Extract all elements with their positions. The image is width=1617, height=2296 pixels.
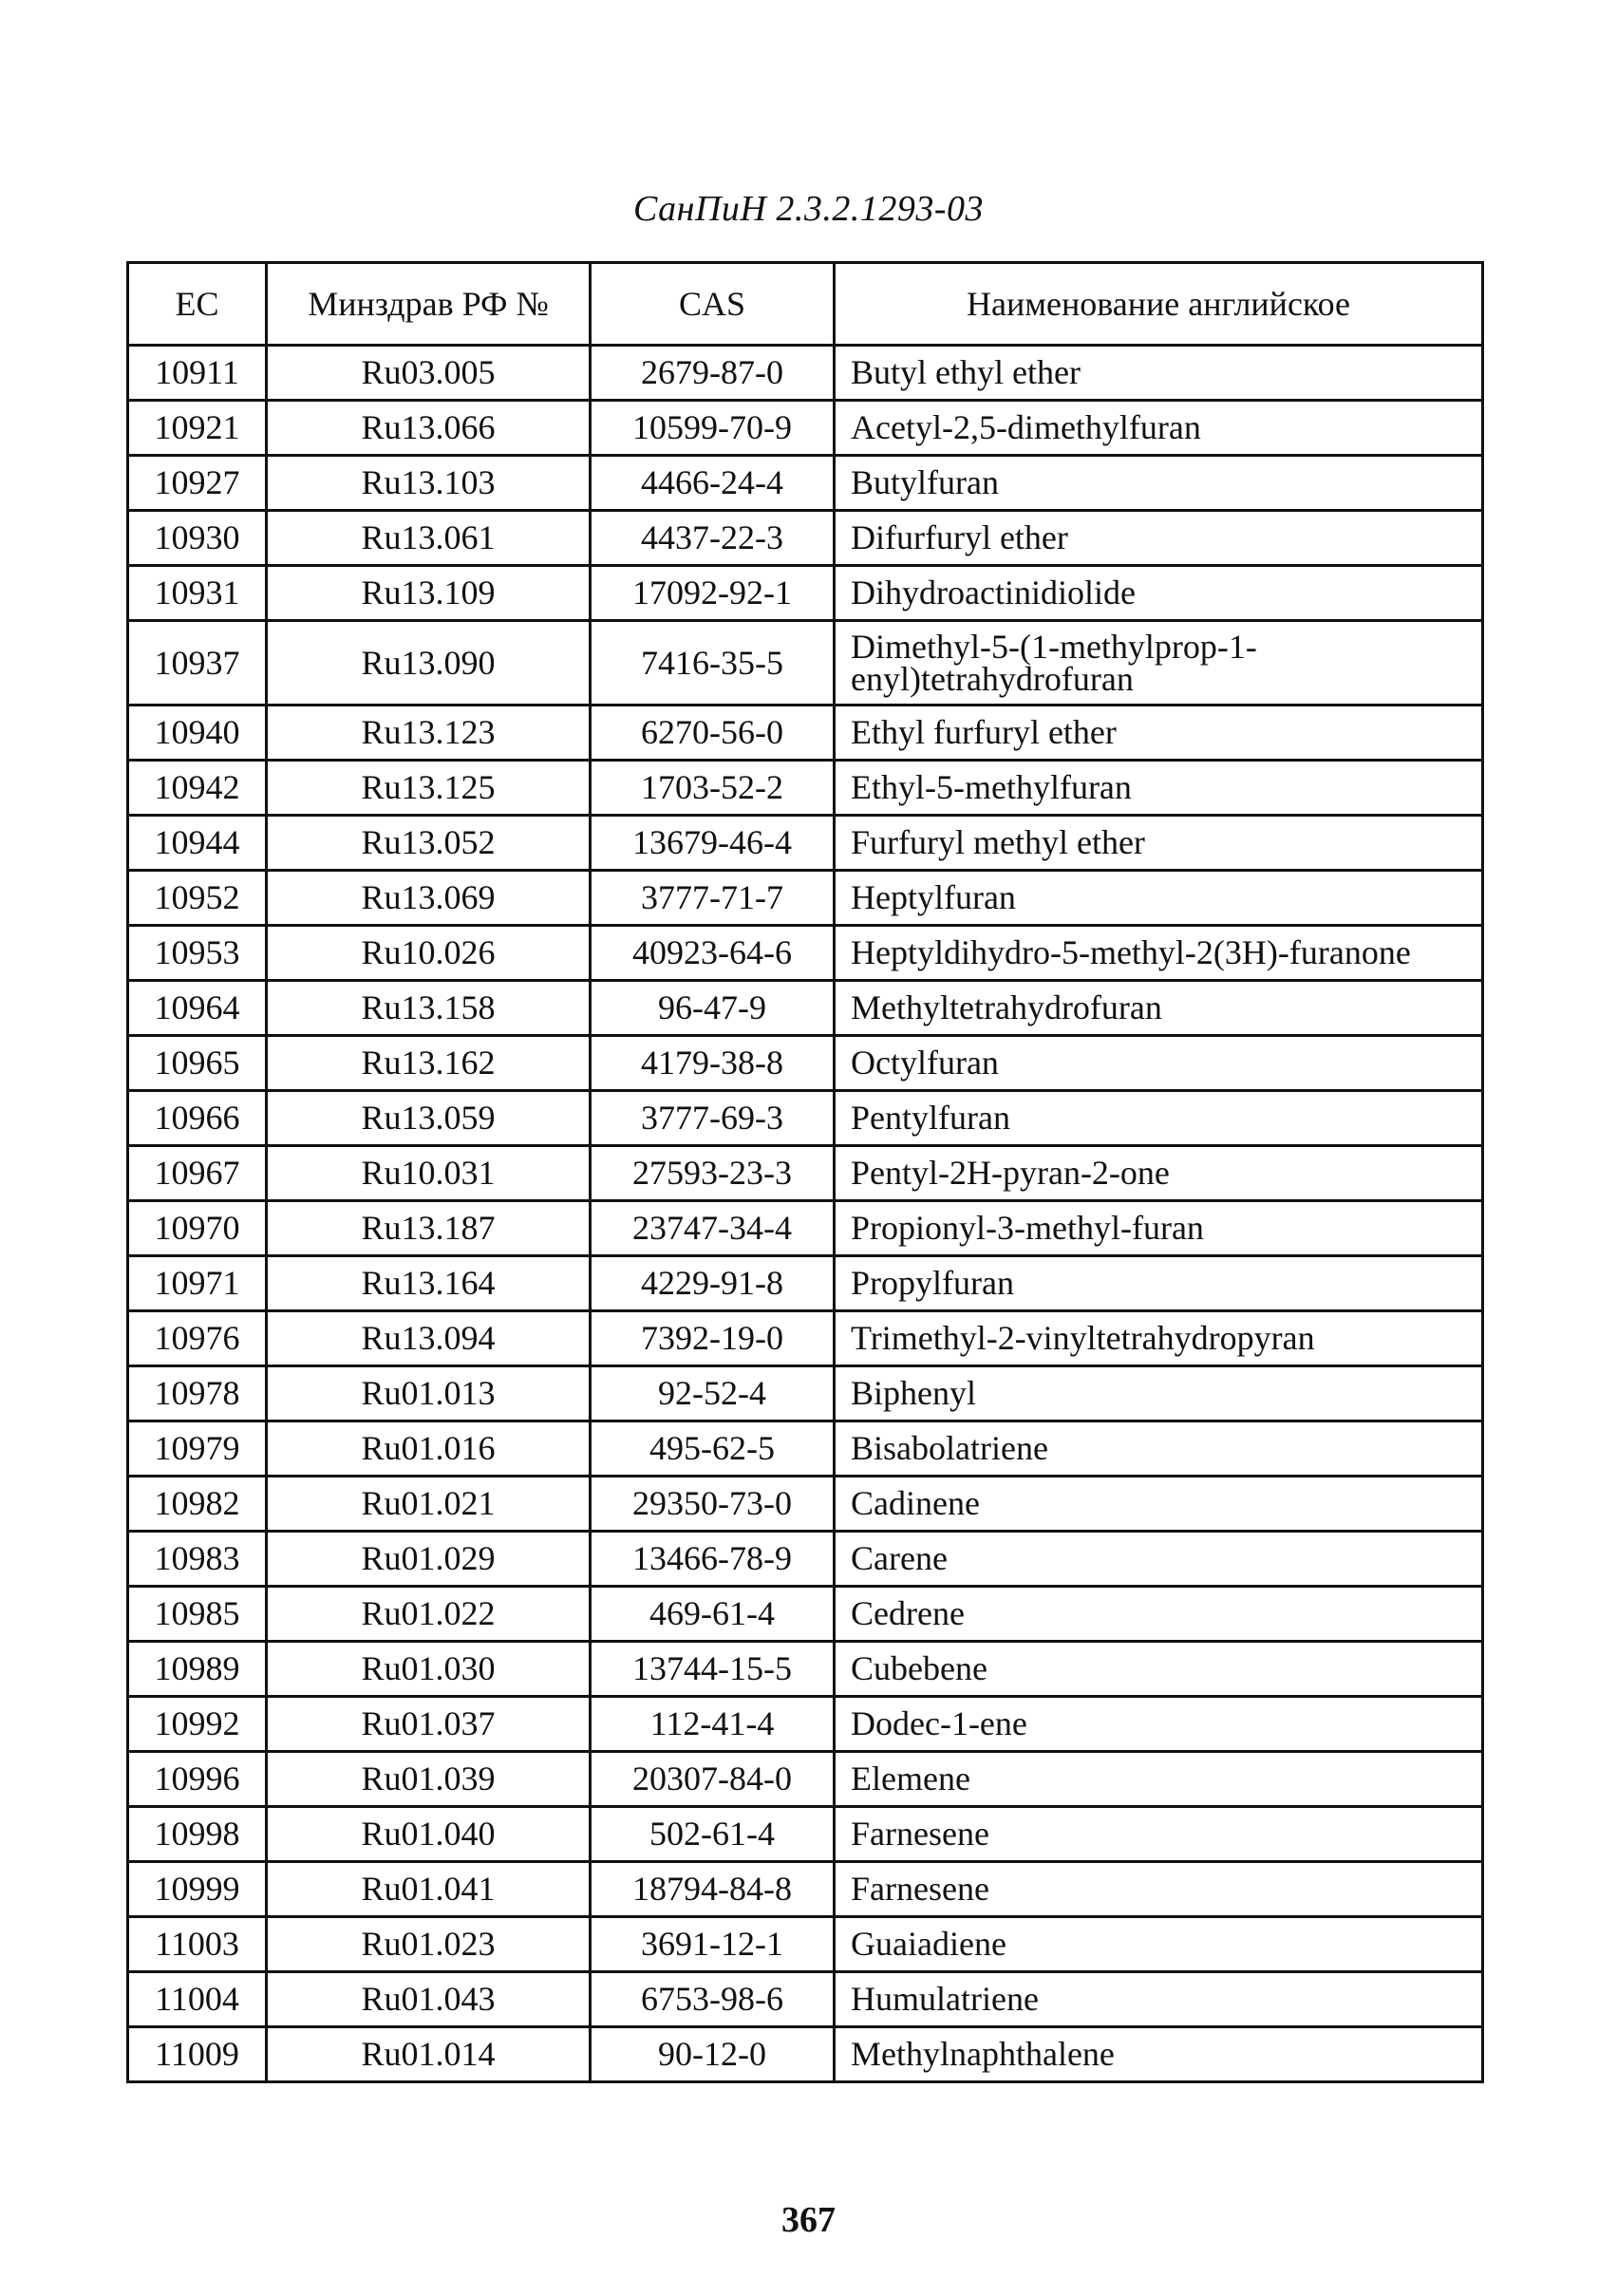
table-row <box>128 1752 1483 1807</box>
cell-ec: 10966 <box>128 1091 267 1146</box>
cell-minzdrav: Ru01.041 <box>267 1862 591 1917</box>
cell-minzdrav: Ru13.090 <box>267 621 591 706</box>
document-header: СанПиН 2.3.2.1293-03 <box>633 189 984 229</box>
table-row <box>128 1532 1483 1587</box>
cell-name-english: Cubebene <box>835 1642 1483 1697</box>
table-row <box>128 621 1483 706</box>
cell-cas: 40923-64-6 <box>591 926 835 981</box>
table-row <box>128 1146 1483 1201</box>
cell-minzdrav: Ru01.039 <box>267 1752 591 1807</box>
cell-name-english: Biphenyl <box>835 1366 1483 1421</box>
cell-ec: 10944 <box>128 816 267 871</box>
cell-minzdrav: Ru13.094 <box>267 1311 591 1366</box>
cell-name-english: Methylnaphthalene <box>835 2027 1483 2082</box>
table-row <box>128 1256 1483 1311</box>
table-row <box>128 1807 1483 1862</box>
cell-minzdrav: Ru03.005 <box>267 346 591 401</box>
table-row <box>128 346 1483 401</box>
cell-minzdrav: Ru01.023 <box>267 1917 591 1972</box>
cell-name-english: Cedrene <box>835 1587 1483 1642</box>
cell-minzdrav: Ru10.031 <box>267 1146 591 1201</box>
cell-name-english: Heptyldihydro-5-methyl-2(3H)-furanone <box>835 926 1483 981</box>
cell-ec: 10996 <box>128 1752 267 1807</box>
column-header-name-english: Наименование английское <box>835 263 1483 346</box>
cell-cas: 23747-34-4 <box>591 1201 835 1256</box>
cell-cas: 6753-98-6 <box>591 1972 835 2027</box>
cell-cas: 96-47-9 <box>591 981 835 1036</box>
cell-minzdrav: Ru01.014 <box>267 2027 591 2082</box>
cell-minzdrav: Ru13.069 <box>267 871 591 926</box>
table-row <box>128 1201 1483 1256</box>
table-row <box>128 706 1483 761</box>
cell-name-english: Humulatriene <box>835 1972 1483 2027</box>
cell-minzdrav: Ru13.061 <box>267 511 591 566</box>
table-row <box>128 981 1483 1036</box>
cell-name-english: Dodec-1-ene <box>835 1697 1483 1752</box>
cell-ec: 10937 <box>128 621 267 706</box>
cell-ec: 10952 <box>128 871 267 926</box>
table-row <box>128 1587 1483 1642</box>
cell-cas: 7416-35-5 <box>591 621 835 706</box>
column-header-ec: EC <box>128 263 267 346</box>
cell-name-english: Cadinene <box>835 1477 1483 1532</box>
cell-cas: 495-62-5 <box>591 1421 835 1477</box>
table-row <box>128 511 1483 566</box>
cell-ec: 10979 <box>128 1421 267 1477</box>
table-row <box>128 816 1483 871</box>
cell-cas: 4229-91-8 <box>591 1256 835 1311</box>
cell-name-english: Carene <box>835 1532 1483 1587</box>
cell-cas: 502-61-4 <box>591 1807 835 1862</box>
cell-minzdrav: Ru01.029 <box>267 1532 591 1587</box>
table-row <box>128 456 1483 511</box>
table-row <box>128 1972 1483 2027</box>
cell-cas: 4179-38-8 <box>591 1036 835 1091</box>
cell-name-english: Trimethyl-2-vinyltetrahydropyran <box>835 1311 1483 1366</box>
cell-ec: 10989 <box>128 1642 267 1697</box>
cell-cas: 92-52-4 <box>591 1366 835 1421</box>
cell-ec: 10976 <box>128 1311 267 1366</box>
cell-name-english: Pentylfuran <box>835 1091 1483 1146</box>
cell-cas: 3691-12-1 <box>591 1917 835 1972</box>
substance-table-container <box>126 261 1481 2083</box>
cell-ec: 10942 <box>128 761 267 816</box>
cell-name-english: Propionyl-3-methyl-furan <box>835 1201 1483 1256</box>
cell-name-english: Farnesene <box>835 1807 1483 1862</box>
cell-cas: 3777-69-3 <box>591 1091 835 1146</box>
cell-cas: 90-12-0 <box>591 2027 835 2082</box>
cell-cas: 27593-23-3 <box>591 1146 835 1201</box>
cell-name-english: Dimethyl-5-(1-methylprop-1-enyl)tetrahydrofuran <box>835 621 1483 706</box>
cell-ec: 10964 <box>128 981 267 1036</box>
cell-ec: 10985 <box>128 1587 267 1642</box>
cell-ec: 10965 <box>128 1036 267 1091</box>
table-row <box>128 566 1483 621</box>
column-header-minzdrav: Минздрав РФ № <box>267 263 591 346</box>
cell-name-english: Dihydroactinidiolide <box>835 566 1483 621</box>
cell-cas: 6270-56-0 <box>591 706 835 761</box>
table-row <box>128 401 1483 456</box>
cell-name-english: Furfuryl methyl ether <box>835 816 1483 871</box>
cell-name-english: Ethyl furfuryl ether <box>835 706 1483 761</box>
cell-cas: 20307-84-0 <box>591 1752 835 1807</box>
cell-minzdrav: Ru13.066 <box>267 401 591 456</box>
table-row <box>128 1477 1483 1532</box>
page-number: 367 <box>781 2200 836 2240</box>
cell-minzdrav: Ru01.013 <box>267 1366 591 1421</box>
cell-name-english: Heptylfuran <box>835 871 1483 926</box>
cell-minzdrav: Ru13.125 <box>267 761 591 816</box>
cell-ec: 10999 <box>128 1862 267 1917</box>
cell-minzdrav: Ru13.103 <box>267 456 591 511</box>
cell-cas: 469-61-4 <box>591 1587 835 1642</box>
table-row <box>128 1697 1483 1752</box>
cell-minzdrav: Ru13.052 <box>267 816 591 871</box>
cell-minzdrav: Ru01.037 <box>267 1697 591 1752</box>
cell-name-english: Elemene <box>835 1752 1483 1807</box>
cell-name-english: Propylfuran <box>835 1256 1483 1311</box>
cell-cas: 18794-84-8 <box>591 1862 835 1917</box>
cell-name-english: Octylfuran <box>835 1036 1483 1091</box>
table-row <box>128 1311 1483 1366</box>
cell-name-english: Butyl ethyl ether <box>835 346 1483 401</box>
cell-ec: 10978 <box>128 1366 267 1421</box>
cell-minzdrav: Ru13.187 <box>267 1201 591 1256</box>
cell-name-english: Farnesene <box>835 1862 1483 1917</box>
cell-minzdrav: Ru13.164 <box>267 1256 591 1311</box>
cell-ec: 10921 <box>128 401 267 456</box>
cell-ec: 10971 <box>128 1256 267 1311</box>
cell-cas: 13679-46-4 <box>591 816 835 871</box>
table-row <box>128 2027 1483 2082</box>
cell-name-english: Guaiadiene <box>835 1917 1483 1972</box>
table-row <box>128 871 1483 926</box>
column-header-cas: CAS <box>591 263 835 346</box>
cell-minzdrav: Ru01.016 <box>267 1421 591 1477</box>
cell-ec: 10953 <box>128 926 267 981</box>
cell-cas: 17092-92-1 <box>591 566 835 621</box>
cell-minzdrav: Ru13.162 <box>267 1036 591 1091</box>
cell-ec: 10982 <box>128 1477 267 1532</box>
cell-minzdrav: Ru01.040 <box>267 1807 591 1862</box>
cell-ec: 10998 <box>128 1807 267 1862</box>
table-row <box>128 761 1483 816</box>
cell-minzdrav: Ru13.109 <box>267 566 591 621</box>
cell-ec: 10992 <box>128 1697 267 1752</box>
cell-name-english: Methyltetrahydrofuran <box>835 981 1483 1036</box>
cell-minzdrav: Ru01.043 <box>267 1972 591 2027</box>
cell-cas: 7392-19-0 <box>591 1311 835 1366</box>
cell-minzdrav: Ru01.022 <box>267 1587 591 1642</box>
cell-cas: 2679-87-0 <box>591 346 835 401</box>
cell-ec: 10931 <box>128 566 267 621</box>
table-row <box>128 1036 1483 1091</box>
table-row <box>128 1421 1483 1477</box>
cell-cas: 112-41-4 <box>591 1697 835 1752</box>
cell-ec: 10970 <box>128 1201 267 1256</box>
cell-ec: 10983 <box>128 1532 267 1587</box>
cell-cas: 13466-78-9 <box>591 1532 835 1587</box>
cell-minzdrav: Ru13.158 <box>267 981 591 1036</box>
table-row <box>128 1642 1483 1697</box>
cell-ec: 11009 <box>128 2027 267 2082</box>
cell-cas: 4466-24-4 <box>591 456 835 511</box>
table-row <box>128 1917 1483 1972</box>
cell-cas: 1703-52-2 <box>591 761 835 816</box>
table-header-row <box>128 263 1483 346</box>
table-row <box>128 926 1483 981</box>
cell-name-english: Ethyl-5-methylfuran <box>835 761 1483 816</box>
table-row <box>128 1862 1483 1917</box>
cell-ec: 11003 <box>128 1917 267 1972</box>
table-body <box>128 346 1483 2082</box>
cell-minzdrav: Ru13.059 <box>267 1091 591 1146</box>
cell-minzdrav: Ru10.026 <box>267 926 591 981</box>
cell-minzdrav: Ru01.030 <box>267 1642 591 1697</box>
cell-cas: 4437-22-3 <box>591 511 835 566</box>
table-row <box>128 1366 1483 1421</box>
cell-cas: 3777-71-7 <box>591 871 835 926</box>
cell-ec: 10927 <box>128 456 267 511</box>
cell-name-english: Acetyl-2,5-dimethylfuran <box>835 401 1483 456</box>
cell-cas: 29350-73-0 <box>591 1477 835 1532</box>
cell-ec: 10911 <box>128 346 267 401</box>
cell-minzdrav: Ru01.021 <box>267 1477 591 1532</box>
cell-ec: 10940 <box>128 706 267 761</box>
cell-name-english: Difurfuryl ether <box>835 511 1483 566</box>
cell-minzdrav: Ru13.123 <box>267 706 591 761</box>
cell-ec: 10967 <box>128 1146 267 1201</box>
cell-cas: 13744-15-5 <box>591 1642 835 1697</box>
cell-name-english: Butylfuran <box>835 456 1483 511</box>
table-row <box>128 1091 1483 1146</box>
cell-cas: 10599-70-9 <box>591 401 835 456</box>
cell-name-english: Pentyl-2H-pyran-2-one <box>835 1146 1483 1201</box>
cell-name-english: Bisabolatriene <box>835 1421 1483 1477</box>
cell-ec: 11004 <box>128 1972 267 2027</box>
substance-table <box>126 261 1484 2083</box>
cell-ec: 10930 <box>128 511 267 566</box>
